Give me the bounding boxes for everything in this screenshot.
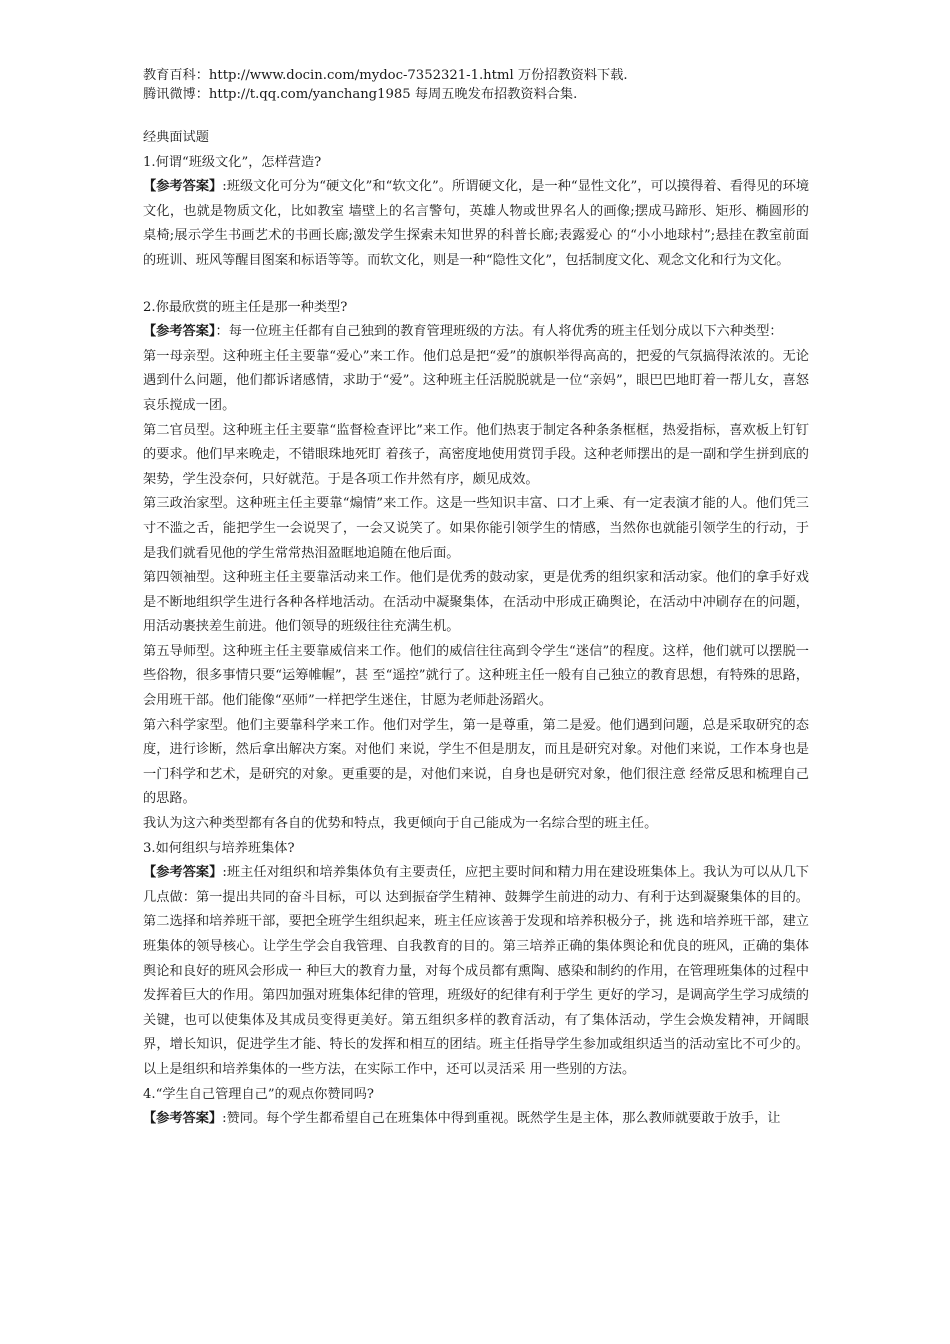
header-line-docin: 教育百科：http://www.docin.com/mydoc-7352321-1.html 万份招教资料下载.	[143, 68, 628, 83]
answer-2-conclusion: 我认为这六种类型都有各自的优势和特点，我更倾向于自己能成为一名综合型的班主任。	[143, 816, 658, 832]
question-2: 2.你最欣赏的班主任是那一种类型?	[143, 299, 348, 315]
spacer	[143, 104, 809, 126]
answer-2-intro	[143, 320, 809, 345]
answer-3	[143, 861, 809, 1082]
answer-tag: 【参考答案】	[143, 865, 223, 881]
section-title: 经典面试题	[143, 130, 209, 145]
question-4: 4.“学生自己管理自己”的观点你赞同吗?	[143, 1086, 374, 1102]
answer-tag: 【参考答案】	[143, 1111, 223, 1127]
teacher-type-4: 第四领袖型。这种班主任主要靠活动来工作。他们是优秀的鼓动家，更是优秀的组织家和活动家。他们的拿手好戏是不断地组织学生进行各种各样地活动。在活动中凝聚集体，在活动中形成正确舆论，在活动中冲刷存在的问题，用活动裹挟差生前进。他们领导的班级往往充满生机。	[143, 570, 809, 635]
teacher-type-2: 第二官员型。这种班主任主要靠“监督检查评比”来工作。他们热衷于制定各种条条框框，热爱指标，喜欢板上钉钉的要求。他们早来晚走，不错眼珠地死盯 着孩子，高密度地使用赏罚手段。这种老师摆出的是一副和学生拼到底的架势，学生没奈何，只好就范。于是各项工作井然有序，颇见成效。	[143, 422, 809, 487]
teacher-type-3: 第三政治家型。这种班主任主要靠“煽情”来工作。这是一些知识丰富、口才上乘、有一定表演才能的人。他们凭三寸不滥之舌，能把学生一会说哭了，一会又说笑了。如果你能引领学生的情感，当然你也就能引领学生的行动，于是我们就看见他的学生常常热泪盈眶地追随在他后面。	[143, 496, 809, 561]
answer-1-text: :班级文化可分为“硬文化”和“软文化”。所谓硬文化，是一种“显性文化”，可以摸得着、看得见的环境文化，也就是物质文化，比如教室 墙壁上的名言警句，英雄人物或世界名人的画像;摆成马蹄形、矩形、椭圆形的桌椅;展示学生书画艺术的书画长廊;激发学生探索未知世界的科普长廊;表露爱心 的“小小地球村”;悬挂在教室前面的班训、班风等醒目图案和标语等等。而软文化，则是一种“隐性文化”，包括制度文化、观念文化和行为文化。	[143, 179, 810, 268]
header-line-weibo: 腾讯微博：http://t.qq.com/yanchang1985 每周五晚发布招教资料合集.	[143, 87, 578, 102]
teacher-type-1: 第一母亲型。这种班主任主要靠“爱心”来工作。他们总是把“爱”的旗帜举得高高的，把爱的气氛搞得浓浓的。无论遇到什么问题，他们都诉诸感情，求助于“爱”。这种班主任活脱脱就是一位“亲妈”，眼巴巴地盯着一帮儿女，喜怒哀乐搅成一团。	[143, 348, 809, 413]
question-3: 3.如何组织与培养班集体?	[143, 840, 295, 856]
document-page	[143, 66, 809, 1132]
question-1: 1.何谓“班级文化”，怎样营造?	[143, 154, 322, 170]
answer-tag: 【参考答案】	[143, 179, 223, 195]
answer-tag: 【参考答案】	[143, 324, 216, 340]
spacer	[143, 274, 809, 296]
teacher-type-5: 第五导师型。这种班主任主要靠威信来工作。他们的威信往往高到令学生“迷信”的程度。这样，他们就可以摆脱一些俗物，很多事情只要“运筹帷幄”，甚 至“遥控”就行了。这种班主任一般有自己独立的教育思想，有特殊的思路，会用班干部。他们能像“巫师”一样把学生迷住，甘愿为老师赴汤蹈火。	[143, 643, 809, 709]
answer-4-text: :赞同。每个学生都希望自己在班集体中得到重视。既然学生是主体，那么教师就要敢于放手，让	[222, 1111, 781, 1127]
answer-1	[143, 175, 809, 273]
teacher-type-6: 第六科学家型。他们主要靠科学来工作。他们对学生，第一是尊重，第二是爱。他们遇到问题，总是采取研究的态度，进行诊断，然后拿出解决方案。对他们 来说，学生不但是朋友，而且是研究对象。对他们来说，工作本身也是一门科学和艺术，是研究的对象。更重要的是，对他们来说，自身也是研究对象，他们很注意 经常反思和梳理自己的思路。	[143, 717, 809, 807]
answer-4	[143, 1107, 809, 1132]
answer-2-intro-text: ：每一位班主任都有自己独到的教育管理班级的方法。有人将优秀的班主任划分成以下六种类型：	[215, 324, 783, 340]
answer-3-text: :班主任对组织和培养集体负有主要责任，应把主要时间和精力用在建设班集体上。我认为可以从几下几点做：第一提出共同的奋斗目标，可以 达到振奋学生精神、鼓舞学生前进的动力、有利于达到凝聚集体的目的。第二选择和培养班干部，要把全班学生组织起来，班主任应该善于发现和培养积极分子，挑 选和培养班干部，建立班集体的领导核心。让学生学会自我管理、自我教育的目的。第三培养正确的集体舆论和优良的班风，正确的集体舆论和良好的班风会形成一 种巨大的教育力量，对每个成员都有熏陶、感染和制约的作用，在管理班集体的过程中发挥着巨大的作用。第四加强对班集体纪律的管理，班级好的纪律有利于学生 更好的学习，是调高学生学习成绩的关键，也可以使集体及其成员变得更美好。第五组织多样的教育活动，有了集体活动，学生会焕发精神，开阔眼界，增长知识，促进学生才能、特长的发挥和相互的团结。班主任指导学生参加或组织适当的活动室比不可少的。以上是组织和培养集体的一些方法，在实际工作中，还可以灵活采 用一些别的方法。	[143, 865, 809, 1077]
